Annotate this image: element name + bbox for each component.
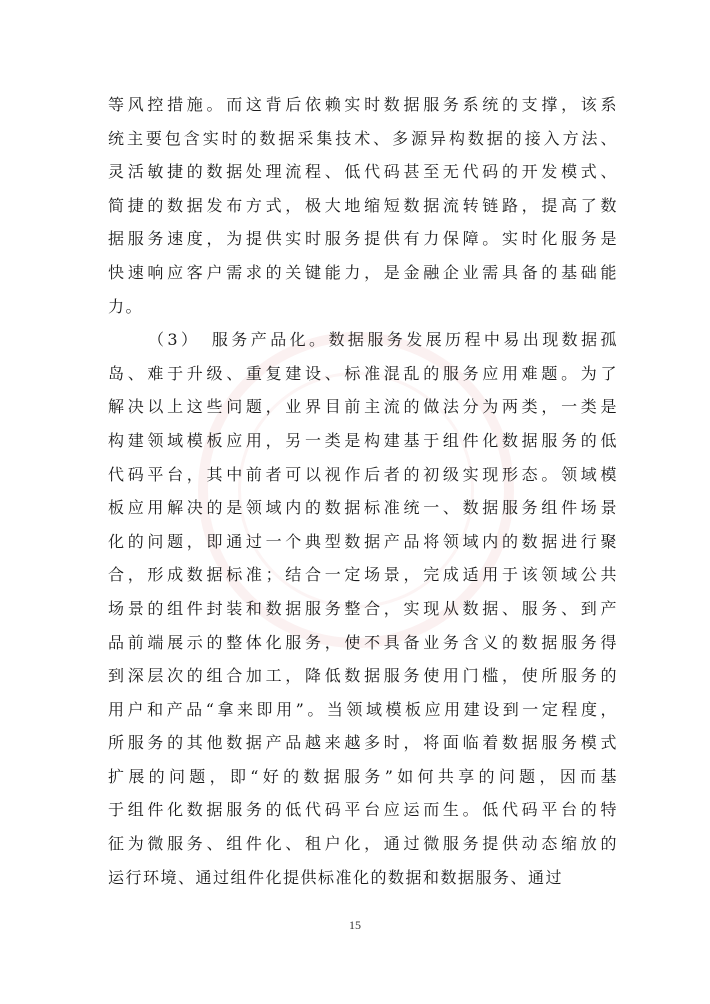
text-line: 代码平台，其中前者可以视作后者的初级实现形态。领域模 — [108, 464, 618, 484]
text-line: 据服务速度，为提供实时服务提供有力保障。实时化服务是 — [108, 229, 618, 249]
body-text — [108, 88, 618, 894]
text-line: 扩展的问题，即“好的数据服务”如何共享的问题，因而基 — [108, 766, 618, 786]
text-line: 板应用解决的是领域内的数据标准统一、数据服务组件场景 — [108, 498, 618, 518]
text-line: 征为微服务、组件化、租户化，通过微服务提供动态缩放的 — [108, 834, 618, 854]
text-line: 力。 — [108, 296, 144, 316]
text-line: 解决以上这些问题，业界目前主流的做法分为两类，一类是 — [108, 397, 618, 417]
text-line: 品前端展示的整体化服务，使不具备业务含义的数据服务得 — [108, 632, 618, 652]
text-line: （3） 服务产品化。数据服务发展历程中易出现数据孤 — [148, 330, 618, 350]
text-line: 于组件化数据服务的低代码平台应运而生。低代码平台的特 — [108, 800, 618, 820]
text-line: 到深层次的组合加工，降低数据服务使用门槛，使所服务的 — [108, 666, 618, 686]
text-line: 等风控措施。而这背后依赖实时数据服务系统的支撑，该系 — [108, 95, 618, 114]
paragraph-1 — [108, 88, 618, 323]
text-line: 化的问题，即通过一个典型数据产品将领域内的数据进行聚 — [108, 531, 618, 551]
text-line: 快速响应客户需求的关键能力，是金融企业需具备的基础能 — [108, 262, 618, 282]
text-line: 岛、难于升级、重复建设、标准混乱的服务应用难题。为了 — [108, 363, 618, 383]
text-line: 灵活敏捷的数据处理流程、低代码甚至无代码的开发模式、 — [108, 162, 618, 182]
text-line: 场景的组件封装和数据服务整合，实现从数据、服务、到产 — [108, 598, 618, 618]
paragraph-2 — [108, 323, 618, 894]
page-number: 15 — [349, 918, 361, 932]
text-line: 用户和产品“拿来即用”。当领域模板应用建设到一定程度， — [108, 699, 618, 719]
text-line: 所服务的其他数据产品越来越多时，将面临着数据服务模式 — [108, 733, 618, 753]
text-line: 合，形成数据标准；结合一定场景，完成适用于该领域公共 — [108, 565, 618, 585]
text-line: 统主要包含实时的数据采集技术、多源异构数据的接入方法、 — [108, 128, 618, 148]
text-line: 构建领域模板应用，另一类是构建基于组件化数据服务的低 — [108, 430, 618, 450]
text-line: 运行环境、通过组件化提供标准化的数据和数据服务、通过 — [108, 867, 564, 887]
text-line: 简捷的数据发布方式，极大地缩短数据流转链路，提高了数 — [108, 195, 618, 215]
